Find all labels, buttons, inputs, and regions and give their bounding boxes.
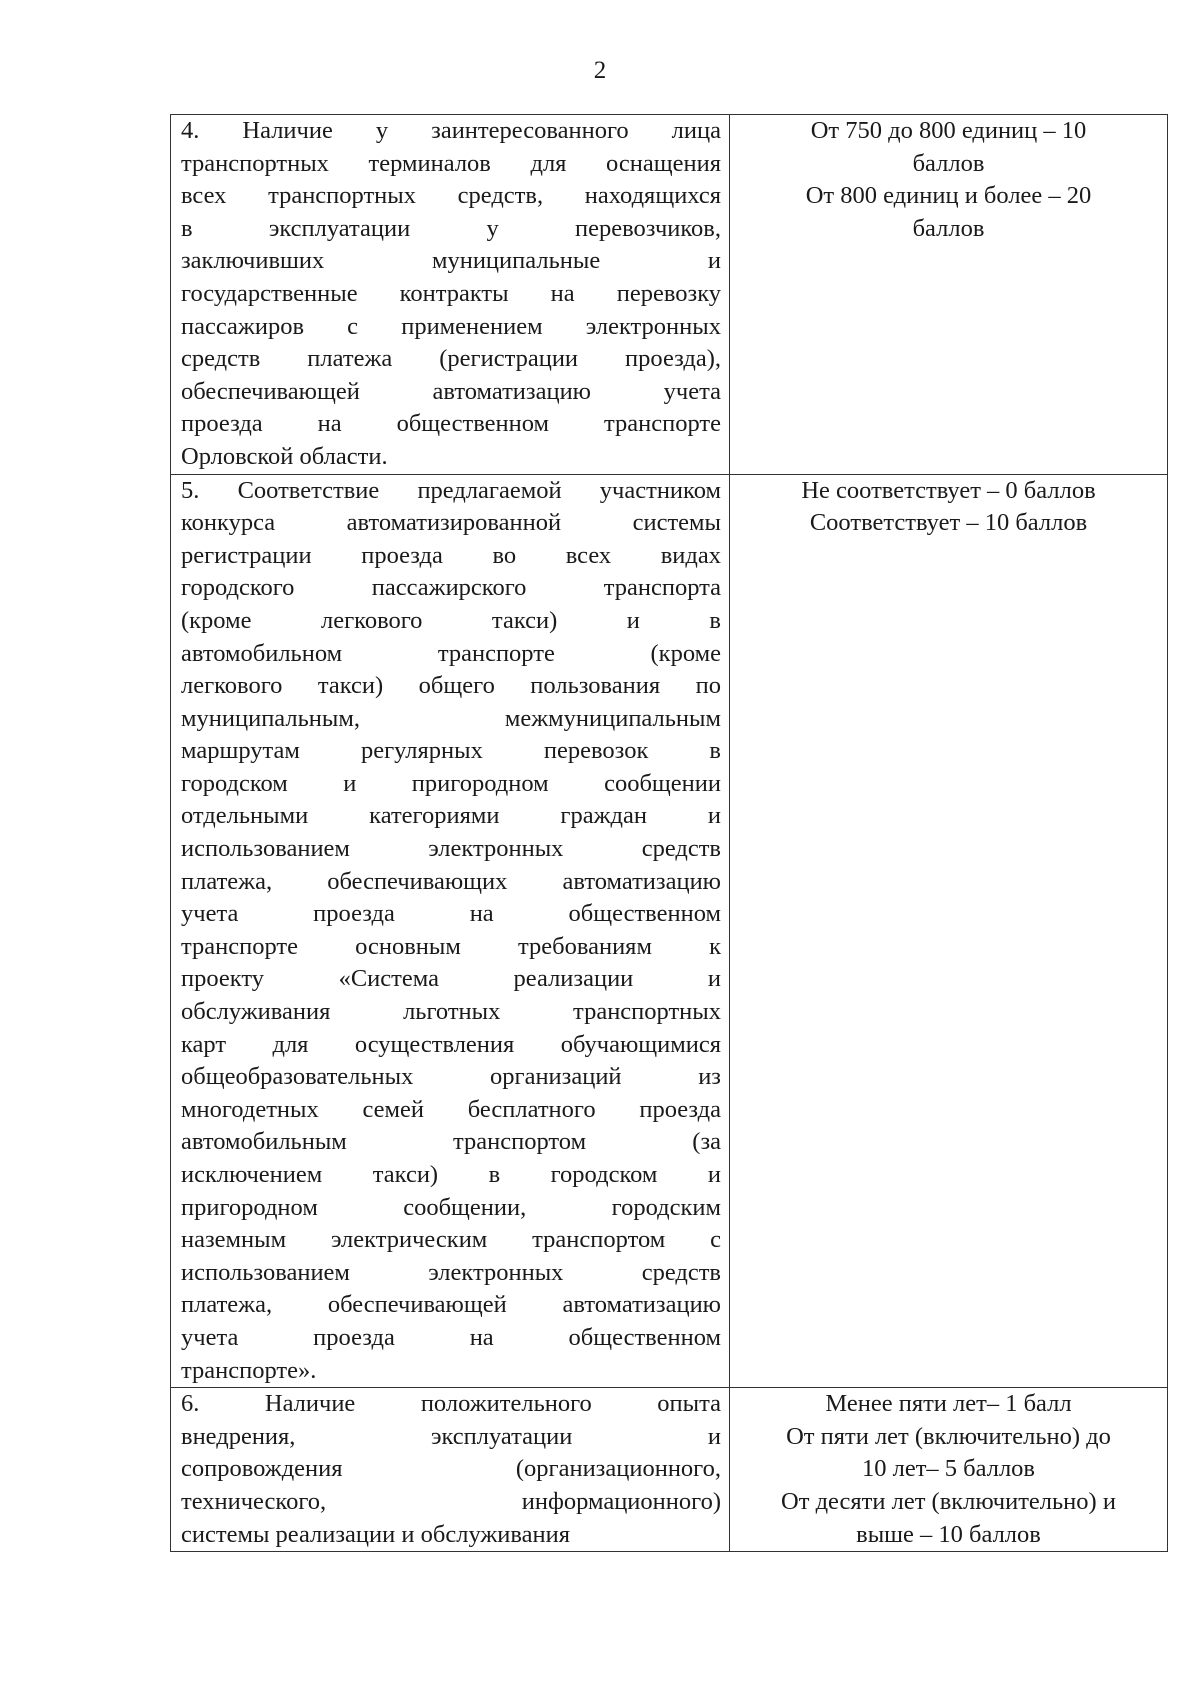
score-text-line: Менее пяти лет– 1 балл bbox=[825, 1390, 1072, 1418]
criterion-text-line: учета проезда на общественном bbox=[181, 1323, 721, 1351]
criteria-row bbox=[171, 1388, 1168, 1552]
criterion-cell bbox=[171, 474, 730, 1388]
criterion-text-line: 5. Соответствие предлагаемой участником bbox=[181, 476, 721, 504]
criterion-text-line: использованием электронных средств bbox=[181, 835, 721, 863]
criterion-text-line: пассажиров с применением электронных bbox=[181, 312, 721, 340]
criterion-text-line: транспортных терминалов для оснащения bbox=[181, 149, 721, 177]
criterion-text-line: технического, информационного) bbox=[181, 1487, 721, 1515]
criterion-text-line: муниципальным, межмуниципальным bbox=[181, 704, 721, 732]
criterion-cell bbox=[171, 1388, 730, 1552]
score-text-line: От 800 единиц и более – 20 bbox=[805, 182, 1092, 210]
criterion-text-line: пригородном сообщении, городским bbox=[181, 1193, 721, 1221]
criterion-text-line: платежа, обеспечивающей автоматизацию bbox=[181, 1291, 721, 1319]
score-text-line: выше – 10 баллов bbox=[856, 1520, 1041, 1548]
criterion-text-line: учета проезда на общественном bbox=[181, 900, 721, 928]
criterion-text-line: транспорте основным требованиям к bbox=[181, 932, 721, 960]
criterion-text-line: использованием электронных средств bbox=[181, 1258, 721, 1286]
page-number: 2 bbox=[593, 57, 607, 84]
score-cell bbox=[730, 1388, 1168, 1552]
criterion-text-line: регистрации проезда во всех видах bbox=[181, 541, 721, 569]
criterion-text-line: проезда на общественном транспорте bbox=[181, 410, 721, 438]
score-text-line: баллов bbox=[912, 149, 985, 177]
criterion-text-line: конкурса автоматизированной системы bbox=[181, 509, 721, 537]
criterion-text-line: наземным электрическим транспортом с bbox=[181, 1226, 721, 1254]
criterion-text-line: системы реализации и обслуживания bbox=[181, 1520, 571, 1548]
criterion-text-line: государственные контракты на перевозку bbox=[181, 279, 721, 307]
criterion-text-line: карт для осуществления обучающимися bbox=[181, 1030, 721, 1058]
criterion-cell bbox=[171, 115, 730, 475]
score-cell bbox=[730, 474, 1168, 1388]
criterion-text-line: внедрения, эксплуатации и bbox=[181, 1422, 721, 1450]
criterion-text-line: маршрутам регулярных перевозок в bbox=[181, 737, 721, 765]
criterion-text-line: (кроме легкового такси) и в bbox=[181, 606, 721, 634]
criterion-text-line: легкового такси) общего пользования по bbox=[181, 672, 721, 700]
criteria-table-body bbox=[171, 115, 1168, 1552]
score-text-line: Не соответствует – 0 баллов bbox=[801, 476, 1096, 504]
criteria-row bbox=[171, 115, 1168, 475]
score-text-line: 10 лет– 5 баллов bbox=[861, 1455, 1035, 1483]
criterion-text-line: заключивших муниципальные и bbox=[181, 247, 721, 275]
criterion-text-line: обслуживания льготных транспортных bbox=[181, 998, 721, 1026]
criterion-text-line: городском и пригородном сообщении bbox=[181, 769, 721, 797]
criteria-row bbox=[171, 474, 1168, 1388]
score-text-line: От пяти лет (включительно) до bbox=[786, 1422, 1111, 1450]
criterion-text-line: в эксплуатации у перевозчиков, bbox=[181, 214, 721, 242]
criterion-text-line: многодетных семей бесплатного проезда bbox=[181, 1095, 721, 1123]
score-text-line: От 750 до 800 единиц – 10 bbox=[810, 117, 1087, 144]
criterion-text-line: общеобразовательных организаций из bbox=[181, 1063, 721, 1091]
criterion-text-line: 4. Наличие у заинтересованного лица bbox=[181, 117, 721, 144]
score-cell bbox=[730, 115, 1168, 475]
criterion-text-line: автомобильном транспорте (кроме bbox=[181, 639, 721, 667]
score-text-line: От десяти лет (включительно) и bbox=[781, 1487, 1116, 1515]
criterion-text-line: исключением такси) в городском и bbox=[181, 1161, 721, 1188]
criterion-text-line: городского пассажирского транспорта bbox=[181, 574, 721, 602]
criterion-text-line: 6. Наличие положительного опыта bbox=[181, 1390, 721, 1418]
score-text-line: Соответствует – 10 баллов bbox=[809, 509, 1088, 537]
criterion-text-line: средств платежа (регистрации проезда), bbox=[181, 345, 721, 373]
criterion-text-line: всех транспортных средств, находящихся bbox=[181, 182, 721, 210]
criterion-text-line: проекту «Система реализации и bbox=[181, 965, 721, 993]
criteria-table bbox=[170, 114, 1168, 1552]
criterion-text-line: обеспечивающей автоматизацию учета bbox=[181, 377, 721, 405]
criterion-text-line: отдельными категориями граждан и bbox=[181, 802, 721, 830]
criterion-text-line: автомобильным транспортом (за bbox=[181, 1128, 721, 1156]
criterion-text-line: платежа, обеспечивающих автоматизацию bbox=[181, 867, 721, 895]
criterion-text-line: Орловской области. bbox=[181, 442, 388, 470]
score-text-line: баллов bbox=[912, 214, 985, 242]
criterion-text-line: транспорте». bbox=[181, 1356, 317, 1384]
criterion-text-line: сопровождения (организационного, bbox=[181, 1455, 721, 1483]
